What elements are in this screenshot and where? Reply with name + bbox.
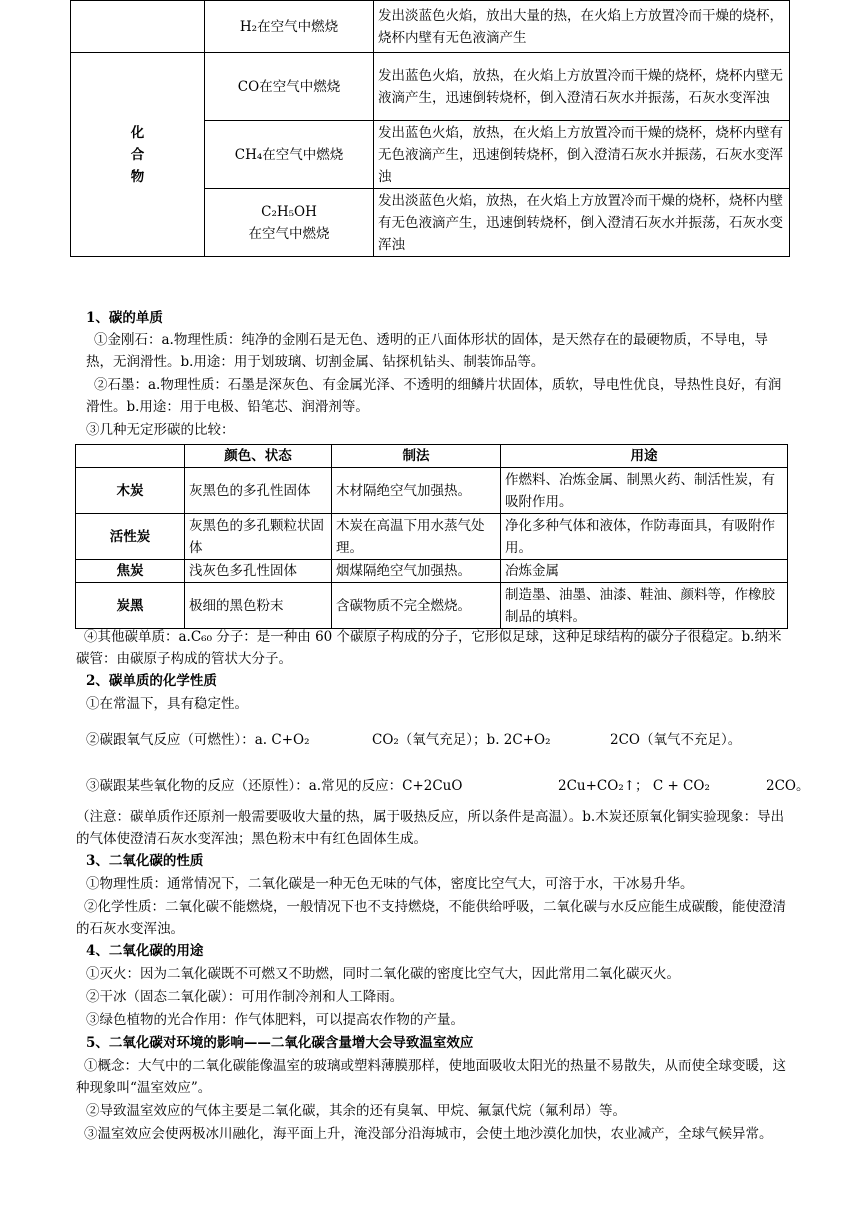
- table-header: 用途: [501, 445, 788, 468]
- carbon-method: 烟煤隔绝空气加强热。: [332, 560, 501, 583]
- paragraph: ①金刚石：a.物理性质：纯净的金刚石是无色、透明的正八面体形状的固体，是天然存在的最硬物质，不导电，导热，无润滑性。b.用途：用于划玻璃、切割金属、钻探机钻头、制装饰品等。: [86, 332, 768, 370]
- paragraph: ②化学性质：二氧化碳不能燃烧，一般情况下也不支持燃烧，不能供给呼吸，二氧化碳与水反应能生成碳酸，能使澄清的石灰水变浑浊。: [76, 899, 786, 937]
- category-char: 物: [130, 168, 145, 185]
- equation-part: ③碳跟某些氧化物的反应（还原性）：a.常见的反应：C+2CuO: [86, 778, 463, 794]
- paragraph: ④其他碳单质：a.C₆₀ 分子：是一种由 60 个碳原子构成的分子，它形似足球，这种足球结构的碳分子很稳定。b.纳米碳管：由碳原子构成的管状大分子。: [76, 629, 782, 667]
- category-char: 化: [130, 124, 145, 141]
- description-cell: 发出淡蓝色火焰，放出大量的热，在火焰上方放置冷而干燥的烧杯，烧杯内壁有无色液滴产生: [374, 1, 790, 53]
- paragraph: ②导致温室效应的气体主要是二氧化碳，其余的还有臭氧、甲烷、氟氯代烷（氟利昂）等。: [86, 1103, 626, 1119]
- combustion-table: [70, 0, 790, 257]
- reaction-cell: CO在空气中燃烧: [205, 53, 374, 121]
- carbon-name: 炭黑: [76, 583, 185, 629]
- paragraph: （注意：碳单质作还原剂一般需要吸收大量的热，属于吸热反应，所以条件是高温）。b.木炭还原氧化铜实验现象：导出的气体使澄清石灰水变浑浊；黑色粉末中有红色固体生成。: [76, 809, 785, 847]
- carbon-state: 灰黑色的多孔颗粒状固体: [185, 514, 332, 560]
- paragraph: ③绿色植物的光合作用：作气体肥料，可以提高农作物的产量。: [86, 1012, 464, 1028]
- section-title: 3、二氧化碳的性质: [86, 853, 204, 869]
- paragraph: ①在常温下，具有稳定性。: [86, 696, 248, 712]
- table-header: 制法: [332, 445, 501, 468]
- carbon-name: 焦炭: [76, 560, 185, 583]
- reaction-formula: C₂H₅OH: [261, 203, 317, 220]
- carbon-use: 冶炼金属: [501, 560, 788, 583]
- carbon-state: 灰黑色的多孔性固体: [185, 468, 332, 514]
- category-cell-element: [71, 1, 205, 53]
- amorphous-carbon-table: [75, 444, 788, 629]
- equation-line: [610, 729, 792, 751]
- table-header: 颜色、状态: [185, 445, 332, 468]
- carbon-method: 含碳物质不完全燃烧。: [332, 583, 501, 629]
- paragraph: ③几种无定形碳的比较：: [86, 422, 235, 438]
- equation-part: 2CO（氧气不充足）。: [610, 732, 742, 748]
- paragraph: ①概念：大气中的二氧化碳能像温室的玻璃或塑料薄膜那样，使地面吸收太阳光的热量不易散失，从而使全球变暖，这种现象叫“温室效应”。: [76, 1058, 786, 1096]
- paragraph: ①物理性质：通常情况下，二氧化碳是一种无色无味的气体，密度比空气大，可溶于水，干冰易升华。: [86, 876, 694, 892]
- category-cell-compound: [71, 53, 205, 257]
- description-cell: 发出蓝色火焰，放热，在火焰上方放置冷而干燥的烧杯，烧杯内壁无液滴产生，迅速倒转烧杯，倒入澄清石灰水并振荡，石灰水变浑浊: [374, 53, 790, 121]
- carbon-method: 木炭在高温下用水蒸气处理。: [332, 514, 501, 560]
- section-title: 2、碳单质的化学性质: [86, 673, 217, 689]
- paragraph: ①灭火：因为二氧化碳既不可燃又不助燃，同时二氧化碳的密度比空气大，因此常用二氧化碳灭火。: [86, 966, 680, 982]
- reaction-text: 在空气中燃烧: [248, 225, 330, 242]
- paragraph: ②干冰（固态二氧化碳）：可用作制冷剂和人工降雨。: [86, 989, 404, 1005]
- paragraph: ②石墨：a.物理性质：石墨是深灰色、有金属光泽、不透明的细鳞片状固体，质软，导电性优良，导热性良好，有润滑性。b.用途：用于电极、铅笔芯、润滑剂等。: [86, 377, 782, 415]
- section-title: 4、二氧化碳的用途: [86, 943, 204, 959]
- section-title: 5、二氧化碳对环境的影响——二氧化碳含量增大会导致温室效应: [86, 1035, 474, 1051]
- table-header: [76, 445, 185, 468]
- carbon-use: 净化多种气体和液体，作防毒面具，有吸附作用。: [501, 514, 788, 560]
- equation-line: [766, 775, 810, 797]
- paragraph: ③温室效应会使两极冰川融化，海平面上升，淹没部分沿海城市，会使土地沙漠化加快，农业减产，全球气候异常。: [84, 1126, 773, 1142]
- carbon-name: 木炭: [76, 468, 185, 514]
- equation-part: ②碳跟氧气反应（可燃性）：a. C+O₂: [86, 732, 310, 748]
- description-cell: 发出蓝色火焰，放热，在火焰上方放置冷而干燥的烧杯，烧杯内壁有无色液滴产生，迅速倒转烧杯，倒入澄清石灰水并振荡，石灰水变浑浊: [374, 121, 790, 189]
- equation-line: [558, 775, 792, 797]
- carbon-state: 极细的黑色粉末: [185, 583, 332, 629]
- reaction-cell: H₂在空气中燃烧: [205, 1, 374, 53]
- carbon-name: 活性炭: [76, 514, 185, 560]
- carbon-method: 木材隔绝空气加强热。: [332, 468, 501, 514]
- description-cell: 发出淡蓝色火焰，放热，在火焰上方放置冷而干燥的烧杯，烧杯内壁有无色液滴产生，迅速倒转烧杯，倒入澄清石灰水并振荡，石灰水变浑浊: [374, 189, 790, 257]
- equation-part: 2Cu+CO₂↑； C + CO₂: [558, 778, 710, 794]
- section-title: 1、碳的单质: [86, 310, 163, 326]
- equation-part: 2CO。: [766, 778, 810, 794]
- category-char: 合: [130, 146, 145, 163]
- reaction-cell: CH₄在空气中燃烧: [205, 121, 374, 189]
- equation-part: CO₂（氧气充足）；b. 2C+O₂: [372, 732, 551, 748]
- carbon-use: 作燃料、冶炼金属、制黑火药、制活性炭，有吸附作用。: [501, 468, 788, 514]
- carbon-state: 浅灰色多孔性固体: [185, 560, 332, 583]
- carbon-use: 制造墨、油墨、油漆、鞋油、颜料等，作橡胶制品的填料。: [501, 583, 788, 629]
- reaction-cell: [205, 189, 374, 257]
